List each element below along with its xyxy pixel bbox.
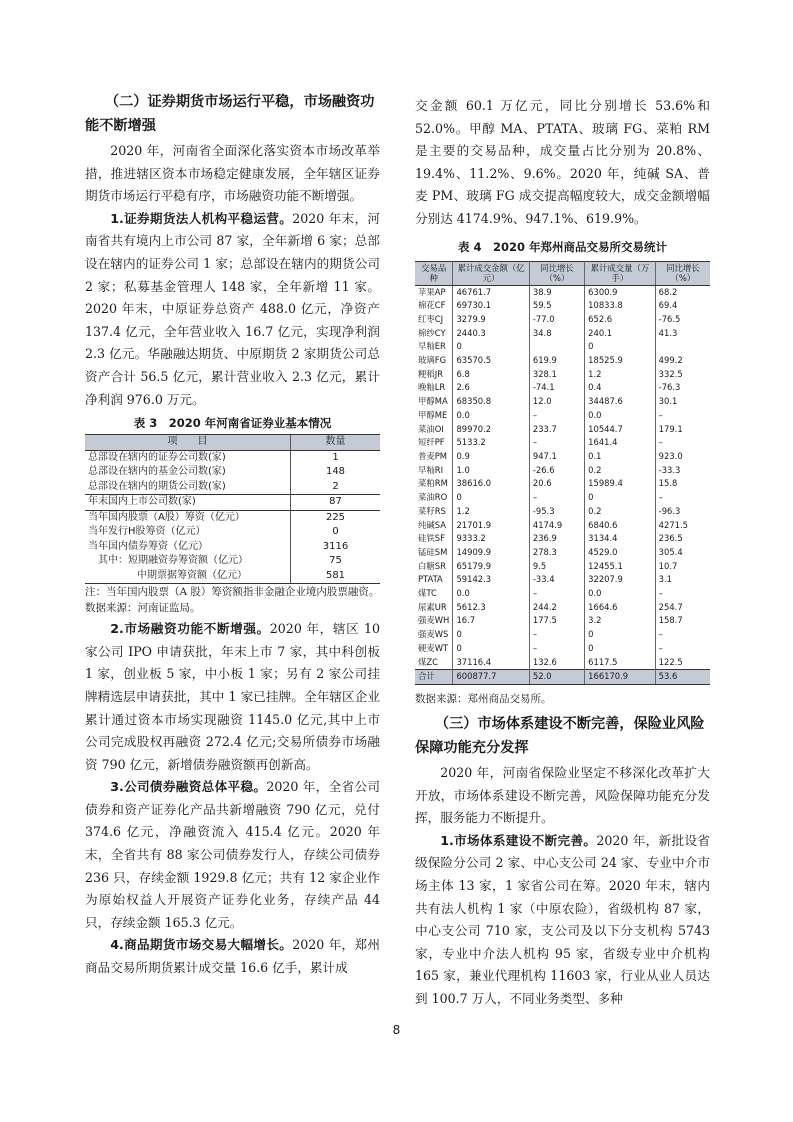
table-row bbox=[415, 299, 710, 313]
table-3-header-item: 项 目 bbox=[85, 435, 291, 451]
table-row bbox=[415, 477, 710, 491]
table-row bbox=[85, 495, 380, 511]
table-cell: 923.0 bbox=[658, 451, 683, 461]
table-cell: 菜粕RM bbox=[415, 477, 453, 491]
table-cell: 0.4 bbox=[585, 381, 656, 395]
table-cell: 0.9 bbox=[453, 450, 529, 464]
table-cell: 5133.2 bbox=[453, 436, 529, 450]
table-cell: 菜油OI bbox=[415, 423, 453, 437]
table-cell: 254.7 bbox=[658, 601, 683, 612]
table-cell: 619.9 bbox=[529, 354, 584, 368]
paragraph-1-lead: 1.证券期货法人机构平稳运营。 bbox=[110, 210, 293, 226]
section-heading-2: （二）证券期货市场运行平稳，市场融资功能不断增强 bbox=[85, 94, 375, 134]
table-row bbox=[85, 525, 380, 540]
table-cell: 0 bbox=[453, 340, 529, 354]
table-cell: 30.1 bbox=[658, 396, 678, 407]
table-cell: 总部设在辖内的基金公司数(家) bbox=[88, 466, 226, 478]
table-3 bbox=[85, 434, 380, 584]
table-cell: 3279.9 bbox=[453, 313, 529, 327]
paragraph-5-text: 2020 年，新批设省级保险分公司 2 家、中心支公司 24 家、专业中介市场主体 13 家，1 家省公司在筹。2020 年末，辖内共有法人机构 1 家（中原农险），省级机构 87 家，中心支公司 710 家，支公司及以下分支机构 5743 家，专业中介法人机构 95 家，省级专业中介机构 165 家，兼业代理机构 11603 家，行业从业人员达到 100.7 万人，不同业务类型、多种 bbox=[415, 832, 710, 1006]
paragraph-2-lead: 2.市场融资功能不断增强。 bbox=[110, 621, 270, 637]
table-cell: 0.0 bbox=[453, 587, 529, 601]
table-4-source: 数据来源：郑州商品交易所。 bbox=[415, 692, 552, 705]
table-cell: 纯碱SA bbox=[415, 519, 453, 533]
table-cell: 21701.9 bbox=[453, 519, 529, 533]
table-row bbox=[415, 560, 710, 574]
table-cell: -76.5 bbox=[658, 313, 681, 324]
table-cell: 947.1 bbox=[529, 450, 584, 464]
table-cell: -33.4 bbox=[529, 573, 584, 587]
table-cell: 0 bbox=[453, 628, 529, 642]
table-row bbox=[415, 614, 710, 628]
table-cell: – bbox=[658, 409, 663, 420]
table-row bbox=[415, 642, 710, 656]
table-cell: 其中：短期融资券筹资额（亿元） bbox=[98, 555, 248, 567]
table-cell: 581 bbox=[291, 569, 381, 584]
table-cell: -76.3 bbox=[658, 382, 681, 393]
table-cell: 32207.9 bbox=[585, 573, 656, 587]
table-cell: 煤TC bbox=[415, 587, 453, 601]
paragraph-1 bbox=[85, 208, 380, 411]
table-cell: 4529.0 bbox=[585, 546, 656, 560]
table-row bbox=[415, 505, 710, 519]
paragraph-5 bbox=[415, 830, 710, 1011]
table-total-row bbox=[415, 670, 710, 685]
table-row bbox=[415, 340, 710, 354]
table-row bbox=[415, 464, 710, 478]
table-cell: – bbox=[658, 588, 663, 599]
table-row bbox=[415, 436, 710, 450]
table-3-source: 数据来源：河南证监局。 bbox=[85, 602, 201, 615]
table-cell: 652.6 bbox=[585, 313, 656, 327]
table-cell: 1.2 bbox=[453, 505, 529, 519]
table-cell: 38616.0 bbox=[453, 477, 529, 491]
table-cell: 3.1 bbox=[658, 574, 672, 585]
table-cell: 68350.8 bbox=[453, 395, 529, 409]
table-cell: 16.7 bbox=[453, 614, 529, 628]
table-cell: 59.5 bbox=[529, 299, 584, 313]
table-cell: 苹果AP bbox=[415, 285, 453, 299]
table-row bbox=[85, 540, 380, 555]
table-cell: 3116 bbox=[291, 540, 381, 555]
table-cell: 年末国内上市公司数(家) bbox=[85, 495, 291, 511]
table-cell: 2440.3 bbox=[453, 327, 529, 341]
table-row bbox=[415, 327, 710, 341]
table-cell: 65179.9 bbox=[453, 560, 529, 574]
table-cell: 3.2 bbox=[585, 614, 656, 628]
paragraph-3 bbox=[85, 776, 380, 934]
table-cell: 玻璃FG bbox=[415, 354, 453, 368]
table-cell: 0.1 bbox=[585, 450, 656, 464]
table-cell: 白糖SR bbox=[415, 560, 453, 574]
paragraph-2 bbox=[85, 618, 380, 776]
table-cell: 0.2 bbox=[585, 505, 656, 519]
table-cell: 1.0 bbox=[453, 464, 529, 478]
table-row bbox=[415, 546, 710, 560]
table-row bbox=[415, 532, 710, 546]
right-column bbox=[415, 95, 710, 1010]
table-cell bbox=[655, 340, 710, 354]
table-cell: 6840.6 bbox=[585, 519, 656, 533]
table-cell: 0.0 bbox=[453, 409, 529, 423]
table-cell: – bbox=[658, 642, 663, 653]
table-4-header-cell: 累计成交金额（亿元） bbox=[453, 261, 529, 285]
table-cell: 41.3 bbox=[658, 327, 678, 338]
table-cell: 332.5 bbox=[658, 368, 683, 379]
section-heading-3: （三）市场体系建设不断完善，保险业风险保障功能充分发挥 bbox=[415, 715, 705, 756]
table-cell: 普麦PM bbox=[415, 450, 453, 464]
paragraph-4 bbox=[85, 934, 380, 979]
table-cell: 52.0 bbox=[529, 670, 584, 685]
page-number: 8 bbox=[392, 1023, 401, 1037]
table-cell: 9.5 bbox=[529, 560, 584, 574]
table-cell: 0 bbox=[585, 491, 656, 505]
table-cell: – bbox=[658, 492, 663, 503]
table-row bbox=[415, 409, 710, 423]
table-cell: 225 bbox=[291, 510, 381, 525]
table-cell: 0 bbox=[585, 642, 656, 656]
table-cell: 69730.1 bbox=[453, 299, 529, 313]
table-4-caption: 表 4 2020 年郑州商品交易所交易统计 bbox=[457, 239, 667, 254]
table-row bbox=[415, 656, 710, 670]
table-row bbox=[85, 450, 380, 465]
table-cell: -77.0 bbox=[529, 313, 584, 327]
table-cell: 240.1 bbox=[585, 327, 656, 341]
table-cell: -33.3 bbox=[658, 464, 681, 475]
table-cell: 9333.2 bbox=[453, 532, 529, 546]
paragraph-1-text: 2020 年末，河南省共有境内上市公司 87 家，全年新增 6 家；总部设在辖内的证券公司 1 家；总部设在辖内的期货公司 2 家；私募基金管理人 148 家，全年新增 11 家。2020 年末，中原证券总资产 488.0 亿元，净资产 137.4 亿元，全年营业收入 16.7 亿元，实现净利润 2.3 亿元。华融融达期货、中原期货 2 家期货公司总资产合计 56.5 亿元，累计营业收入 2.3 亿元，累计净利润 976.0 万元。 bbox=[85, 210, 380, 407]
table-cell: 菜籽RS bbox=[415, 505, 453, 519]
table-cell: 15.8 bbox=[658, 478, 678, 489]
continued-paragraph: 交金额 60.1 万亿元，同比分别增长 53.6%和 52.0%。甲醇 MA、PTATA、玻璃 FG、菜粕 RM 是主要的交易品种，成交量占比分别为 20.8%、19.4%、11.2%、9.6%。2020 年，纯碱 SA、普麦 PM、玻璃 FG 成交提高幅度较大，成交金额增幅分别达 4174.9%、947.1%、619.9%。 bbox=[415, 98, 710, 226]
table-3-note: 注：当年国内股票（A 股）筹资额指非金融企业境内股票融资。 bbox=[85, 586, 380, 599]
table-cell: 当年国内债券筹资（亿元） bbox=[88, 540, 208, 552]
table-cell: 菜油RO bbox=[415, 491, 453, 505]
table-row bbox=[85, 465, 380, 480]
table-row bbox=[415, 354, 710, 368]
table-cell: 6.8 bbox=[453, 368, 529, 382]
table-cell: 强麦WH bbox=[415, 614, 453, 628]
table-cell: 305.4 bbox=[658, 546, 683, 557]
table-cell: – bbox=[529, 628, 584, 642]
table-cell: 37116.4 bbox=[453, 656, 529, 670]
table-cell: -26.6 bbox=[529, 464, 584, 478]
table-3-caption: 表 3 2020 年河南省证券业基本情况 bbox=[133, 416, 332, 431]
table-cell: 10833.8 bbox=[585, 299, 656, 313]
table-row bbox=[415, 450, 710, 464]
table-cell: – bbox=[529, 587, 584, 601]
table-row bbox=[415, 573, 710, 587]
table-cell: 0 bbox=[291, 525, 381, 540]
table-cell: 强麦WS bbox=[415, 628, 453, 642]
table-cell: 0.2 bbox=[585, 464, 656, 478]
table-cell: – bbox=[529, 491, 584, 505]
table-cell: 1.2 bbox=[585, 368, 656, 382]
table-cell: 总部设在辖内的期货公司数(家) bbox=[88, 480, 226, 492]
table-cell: 1641.4 bbox=[585, 436, 656, 450]
table-cell: 10.7 bbox=[658, 560, 678, 571]
table-cell: PTATA bbox=[415, 573, 453, 587]
table-cell: 12455.1 bbox=[585, 560, 656, 574]
table-3-header-qty: 数量 bbox=[291, 435, 381, 451]
table-cell: 59142.3 bbox=[453, 573, 529, 587]
table-row bbox=[85, 569, 380, 584]
table-cell: 233.7 bbox=[529, 423, 584, 437]
table-cell: 6117.5 bbox=[585, 656, 656, 670]
table-cell: 当年国内股票（A股）筹资（亿元） bbox=[85, 510, 291, 525]
table-4-header-cell: 同比增长（%） bbox=[529, 261, 584, 285]
table-row bbox=[415, 368, 710, 382]
table-cell: 328.1 bbox=[529, 368, 584, 382]
table-4-header-cell: 累计成交量（万手） bbox=[585, 261, 656, 285]
table-cell: 87 bbox=[291, 495, 381, 511]
table-cell: 粳稻JR bbox=[415, 368, 453, 382]
table-cell: 合计 bbox=[415, 670, 453, 685]
table-cell: -96.3 bbox=[658, 505, 681, 516]
table-cell bbox=[529, 340, 584, 354]
table-cell: 2.6 bbox=[453, 381, 529, 395]
table-cell: 棉花CF bbox=[415, 299, 453, 313]
table-cell: 244.2 bbox=[529, 601, 584, 615]
table-cell: 煤ZC bbox=[415, 656, 453, 670]
table-cell: 0 bbox=[585, 340, 656, 354]
table-cell: – bbox=[529, 409, 584, 423]
table-cell: 38.9 bbox=[529, 285, 584, 299]
table-row bbox=[85, 554, 380, 569]
table-row bbox=[85, 480, 380, 495]
paragraph-4-text: 2020 年，郑州商品交易所期货累计成交量 16.6 亿手，累计成 bbox=[85, 937, 380, 976]
table-cell: 4174.9 bbox=[529, 519, 584, 533]
table-cell: 甲醇MA bbox=[415, 395, 453, 409]
table-cell: 5612.3 bbox=[453, 601, 529, 615]
table-row bbox=[415, 628, 710, 642]
table-row bbox=[415, 395, 710, 409]
paragraph-3-lead: 3.公司债券融资总体平稳。 bbox=[110, 779, 267, 795]
table-row bbox=[415, 381, 710, 395]
table-row bbox=[415, 587, 710, 601]
table-cell: 34.8 bbox=[529, 327, 584, 341]
table-cell: 红枣CJ bbox=[415, 313, 453, 327]
table-cell: 179.1 bbox=[658, 423, 683, 434]
table-cell: 早籼RI bbox=[415, 464, 453, 478]
table-cell: 棉纱CY bbox=[415, 327, 453, 341]
table-row bbox=[85, 510, 380, 525]
table-cell: 132.6 bbox=[529, 656, 584, 670]
table-cell: 3134.4 bbox=[585, 532, 656, 546]
table-cell: 0 bbox=[453, 491, 529, 505]
table-cell: 2 bbox=[291, 480, 381, 495]
table-row bbox=[415, 519, 710, 533]
paragraph-2-text: 2020 年，辖区 10 家公司 IPO 申请获批，年末上市 7 家，其中科创板 1 家，创业板 5 家，中小板 1 家；另有 2 家公司挂牌精选层申请获批，其中 1 家已挂牌。全年辖区企业累计通过资本市场实现融资 1145.0 亿元,其中上市公司完成股权再融资 272.4 亿元;交易所债券市场融资 790 亿元，新增债券融资额再创新高。 bbox=[85, 621, 380, 772]
table-cell: 122.5 bbox=[658, 656, 683, 667]
table-row bbox=[415, 491, 710, 505]
table-cell: 6300.9 bbox=[585, 285, 656, 299]
table-cell: -74.1 bbox=[529, 381, 584, 395]
table-cell: 4271.5 bbox=[658, 519, 688, 530]
table-cell: – bbox=[529, 436, 584, 450]
table-cell: 89970.2 bbox=[453, 423, 529, 437]
table-cell: – bbox=[529, 642, 584, 656]
table-cell: 0 bbox=[585, 628, 656, 642]
table-cell: 69.4 bbox=[658, 300, 678, 311]
table-cell: 158.7 bbox=[658, 615, 683, 626]
table-cell: 177.5 bbox=[529, 614, 584, 628]
table-cell: 当年发行H股筹资（亿元） bbox=[88, 526, 206, 538]
table-row bbox=[415, 313, 710, 327]
table-row bbox=[415, 285, 710, 299]
table-cell: 0 bbox=[453, 642, 529, 656]
table-cell: – bbox=[658, 437, 663, 448]
table-cell: 20.6 bbox=[529, 477, 584, 491]
table-4 bbox=[415, 261, 710, 685]
paragraph-5-lead: 1.市场体系建设不断完善。 bbox=[440, 832, 597, 848]
table-cell: 46761.7 bbox=[453, 285, 529, 299]
table-cell: 10544.7 bbox=[585, 423, 656, 437]
table-cell: 53.6 bbox=[655, 670, 710, 685]
table-cell: 锰硅SM bbox=[415, 546, 453, 560]
table-cell: 15989.4 bbox=[585, 477, 656, 491]
table-cell: -95.3 bbox=[529, 505, 584, 519]
table-row bbox=[415, 423, 710, 437]
table-cell: 14909.9 bbox=[453, 546, 529, 560]
table-cell: 68.2 bbox=[658, 286, 678, 297]
table-cell: 1 bbox=[291, 450, 381, 465]
table-cell: 18525.9 bbox=[585, 354, 656, 368]
intro-paragraph-3: 2020 年，河南省保险业坚定不移深化改革扩大开放，市场体系建设不断完善，风险保障功能充分发挥，服务能力不断提升。 bbox=[415, 764, 710, 826]
table-cell: 63570.5 bbox=[453, 354, 529, 368]
table-cell: 甲醇ME bbox=[415, 409, 453, 423]
table-cell: 中期票据筹资额（亿元） bbox=[85, 569, 291, 584]
table-cell: 0.0 bbox=[585, 409, 656, 423]
table-cell: 75 bbox=[291, 554, 381, 569]
table-cell: 总部设在辖内的证券公司数(家) bbox=[88, 451, 226, 463]
table-4-header-row bbox=[415, 261, 710, 285]
table-cell: 硅铁SF bbox=[415, 532, 453, 546]
table-4-header-cell: 交易品种 bbox=[415, 261, 453, 285]
table-cell: 1664.6 bbox=[585, 601, 656, 615]
table-row bbox=[415, 601, 710, 615]
table-cell: 600877.7 bbox=[453, 670, 529, 685]
table-cell: 0.0 bbox=[585, 587, 656, 601]
table-cell: 236.5 bbox=[658, 533, 683, 544]
table-cell: – bbox=[658, 629, 663, 640]
table-4-body bbox=[415, 285, 710, 684]
table-4-header-cell: 同比增长（%） bbox=[655, 261, 710, 285]
table-cell: 晚籼LR bbox=[415, 381, 453, 395]
table-cell: 尿素UR bbox=[415, 601, 453, 615]
table-cell: 短纤PF bbox=[415, 436, 453, 450]
table-cell: 278.3 bbox=[529, 546, 584, 560]
table-cell: 34487.6 bbox=[585, 395, 656, 409]
paragraph-4-lead: 4.商品期货市场交易大幅增长。 bbox=[110, 937, 293, 953]
table-cell: 硬麦WT bbox=[415, 642, 453, 656]
table-cell: 12.0 bbox=[529, 395, 584, 409]
table-cell: 早籼ER bbox=[415, 340, 453, 354]
table-cell: 148 bbox=[291, 465, 381, 480]
table-cell: 499.2 bbox=[658, 355, 683, 366]
left-column bbox=[85, 90, 380, 980]
table-cell: 166170.9 bbox=[585, 670, 656, 685]
paragraph-3-text: 2020 年，全省公司债券和资产证券化产品共新增融资 790 亿元，兑付 374.6 亿元，净融资流入 415.4 亿元。2020 年末，全省共有 88 家公司债券发行人，存续公司债券 236 只，存续金额 1929.8 亿元；共有 12 家企业作为原始权益人开展资产证券化业务，存续产品 44 只，存续金额 165.3 亿元。 bbox=[85, 779, 380, 930]
table-cell: 236.9 bbox=[529, 532, 584, 546]
intro-paragraph: 2020 年，河南省全面深化落实资本市场改革举措，推进辖区资本市场稳定健康发展，全年辖区证券期货市场运行平稳有序，市场融资功能不断增强。 bbox=[85, 143, 380, 204]
